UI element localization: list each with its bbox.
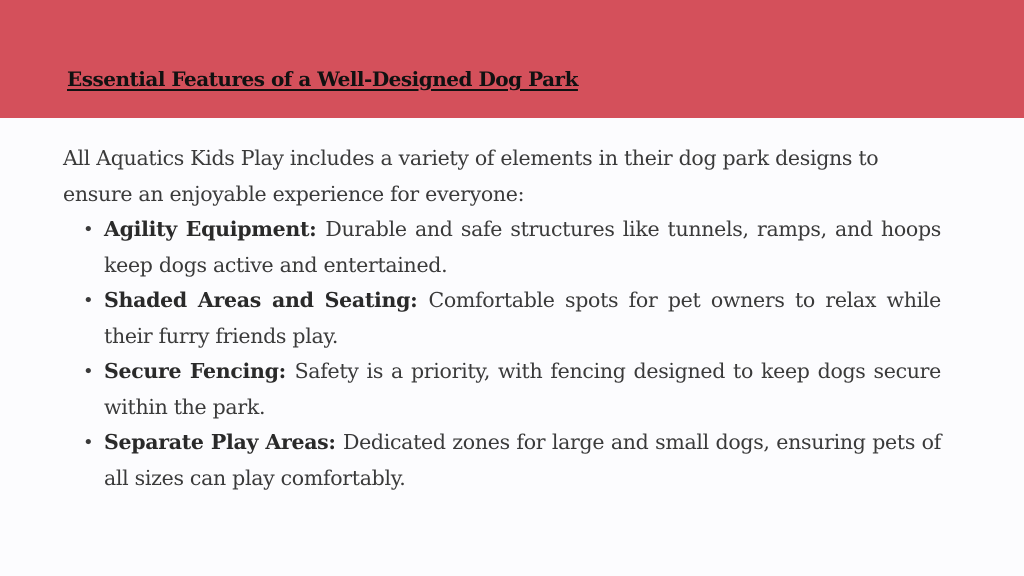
feature-term: Shaded Areas and Seating:	[104, 288, 429, 312]
slide-title: Essential Features of a Well-Designed Dog Park	[67, 67, 578, 91]
feature-term: Agility Equipment:	[104, 217, 326, 241]
feature-term: Secure Fencing:	[104, 359, 295, 383]
header-band	[0, 0, 1024, 118]
bullet-icon: •	[83, 219, 94, 240]
bullet-icon: •	[83, 361, 94, 382]
slide-body	[63, 141, 941, 496]
bullet-icon: •	[83, 432, 94, 453]
feature-description: Dedicated zones for large and small dogs, ensuring pets of all sizes can play comfortably.	[104, 430, 941, 490]
feature-item-agility	[63, 212, 941, 283]
feature-item-shaded-areas	[63, 283, 941, 354]
intro-paragraph: All Aquatics Kids Play includes a variety of elements in their dog park designs to ensure an enjoyable experience for everyone:	[63, 146, 879, 206]
feature-description: Comfortable spots for pet owners to relax while their furry friends play.	[104, 288, 941, 348]
bullet-icon: •	[83, 290, 94, 311]
feature-list	[63, 212, 941, 496]
feature-description: Durable and safe structures like tunnels, ramps, and hoops keep dogs active and entertained.	[104, 217, 941, 277]
feature-term: Separate Play Areas:	[104, 430, 343, 454]
feature-item-secure-fencing	[63, 354, 941, 425]
feature-item-separate-play-areas	[63, 425, 941, 496]
feature-description: Safety is a priority, with fencing designed to keep dogs secure within the park.	[104, 359, 941, 419]
